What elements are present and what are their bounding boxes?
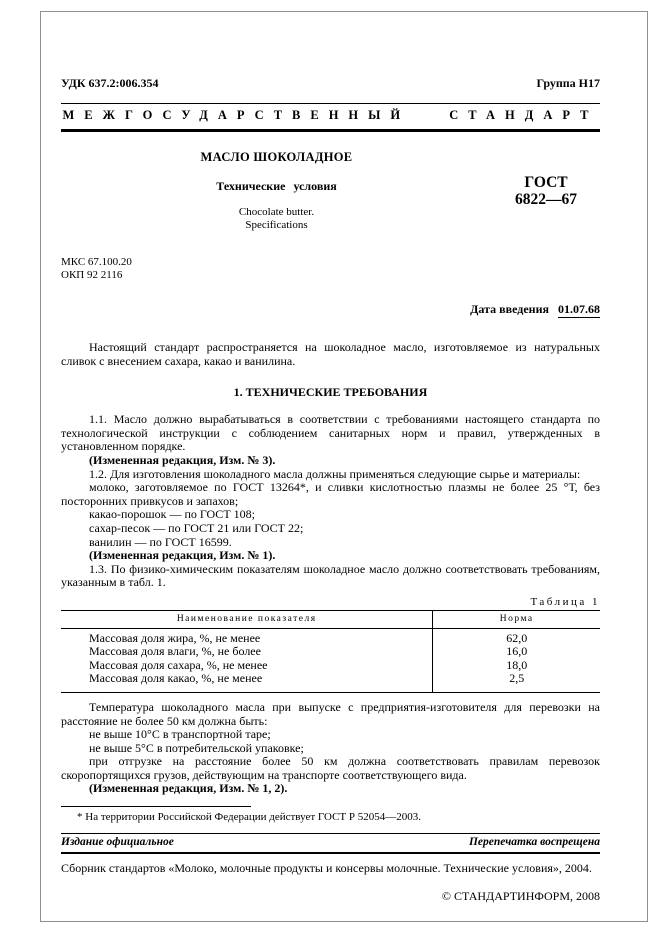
mks-code: МКС 67.100.20 bbox=[61, 256, 132, 268]
introduction-date bbox=[61, 302, 600, 317]
intro-paragraph: Настоящий стандарт распространяется на шоколадное масло, изготовляемое из натуральных сливок с внесением сахара, какао и ванилина. bbox=[61, 340, 600, 368]
material-item-sugar: сахар-песок — по ГОСТ 21 или ГОСТ 22; bbox=[89, 520, 304, 535]
group-code: Группа Н17 bbox=[536, 76, 600, 90]
table-cell-parameter: Массовая доля какао, %, не менее bbox=[61, 672, 433, 692]
title-english bbox=[61, 206, 492, 232]
temperature-item-transport: не выше 10°С в транспортной таре; bbox=[89, 727, 271, 742]
table-cell-value: 18,0 bbox=[433, 659, 600, 673]
document-subtitle: Технические условия bbox=[216, 179, 337, 193]
introduction-date-value: 01.07.68 bbox=[558, 302, 600, 316]
table-header-parameter: Наименование показателя bbox=[61, 610, 433, 628]
table-row bbox=[61, 659, 600, 673]
table-header-row bbox=[61, 610, 600, 628]
material-item-vanillin: ванилин — по ГОСТ 16599. bbox=[89, 534, 232, 549]
source-note: Сборник стандартов «Молоко, молочные продукты и консервы молочные. Технические условия», 2004. bbox=[61, 861, 592, 876]
table-cell-value: 16,0 bbox=[433, 645, 600, 659]
title-column bbox=[61, 150, 492, 232]
official-edition-label: Издание официальное bbox=[61, 836, 174, 849]
table-row bbox=[61, 645, 600, 659]
temperature-item-consumer: не выше 5°С в потребительской упаковке; bbox=[89, 740, 304, 755]
gost-label: ГОСТ bbox=[524, 174, 568, 191]
material-item-cocoa: какао-порошок — по ГОСТ 108; bbox=[89, 507, 255, 522]
reprint-prohibited-label: Перепечатка воспрещена bbox=[468, 836, 600, 849]
copyright-notice: © СТАНДАРТИНФОРМ, 2008 bbox=[441, 889, 600, 904]
footnote: * На территории Российской Федерации действует ГОСТ Р 52054—2003. bbox=[77, 811, 422, 824]
section-1-body bbox=[61, 413, 600, 590]
amendment-note-1: (Измененная редакция, Изм. № 3). bbox=[89, 452, 276, 467]
paragraph-1-3: 1.3. По физико-химическим показателям шоколадное масло должно соответствовать требованиям, указанным в табл. 1. bbox=[61, 561, 600, 590]
material-item-milk: молоко, заготовляемое по ГОСТ 13264*, и сливки кислотностью плазмы не более 25 °Т, без посторонних привкусов и запахов; bbox=[61, 480, 600, 508]
paragraph-1-1: 1.1. Масло должно вырабатываться в соответствии с требованиями настоящего стандарта по технологической инструкции с соблюдением санитарных норм и правил, утвержденных в установленном порядке. bbox=[61, 412, 600, 454]
document-title: МАСЛО ШОКОЛАДНОЕ bbox=[200, 150, 353, 164]
udk-code: УДК 637.2:006.354 bbox=[61, 76, 159, 90]
section-1-heading: 1. ТЕХНИЧЕСКИЕ ТРЕБОВАНИЯ bbox=[233, 385, 428, 400]
codes-block bbox=[61, 256, 600, 282]
gost-designation bbox=[492, 174, 600, 232]
title-english-line-2: Specifications bbox=[245, 219, 308, 231]
table-row bbox=[61, 672, 600, 692]
table-label: Таблица 1 bbox=[530, 595, 600, 608]
gost-number: 6822—67 bbox=[515, 191, 577, 208]
amendment-note-3: (Измененная редакция, Изм. № 1, 2). bbox=[89, 781, 288, 796]
table-cell-parameter: Массовая доля сахара, %, не менее bbox=[89, 657, 268, 672]
title-english-line-1: Chocolate butter. bbox=[238, 206, 315, 218]
classification-row bbox=[61, 76, 600, 91]
after-table-block bbox=[61, 701, 600, 796]
amendment-note-2: (Измененная редакция, Изм. № 1). bbox=[89, 548, 276, 563]
standard-type-banner: МЕЖГОСУДАРСТВЕННЫЙ СТАНДАРТ bbox=[61, 103, 600, 132]
table-row bbox=[61, 628, 600, 645]
okp-code: ОКП 92 2116 bbox=[61, 269, 123, 281]
footnote-separator bbox=[61, 806, 251, 807]
table-cell-value: 2,5 bbox=[433, 672, 600, 692]
table-cell-value: 62,0 bbox=[433, 628, 600, 645]
temperature-paragraph: Температура шоколадного масла при выпуске с предприятия-изготовителя для перевозки на расстояние не более 50 км должна быть: bbox=[61, 699, 600, 728]
footer-bar bbox=[61, 833, 600, 854]
shipping-paragraph: при отгрузке на расстояние более 50 км должна соответствовать правилам перевозок скоропортящихся грузов, действующим на транспорте соответствующего вида. bbox=[61, 754, 600, 782]
document-page bbox=[40, 11, 648, 922]
introduction-date-label: Дата введения bbox=[470, 302, 549, 316]
table-header-norm: Норма bbox=[433, 610, 600, 628]
table-cell-parameter: Массовая доля влаги, %, не более bbox=[89, 644, 261, 659]
requirements-table bbox=[61, 610, 600, 693]
table-cell-parameter: Массовая доля жира, %, не менее bbox=[89, 630, 261, 645]
paragraph-1-2: 1.2. Для изготовления шоколадного масла должны применяться следующие сырье и материалы: bbox=[89, 466, 581, 481]
title-area bbox=[61, 150, 600, 232]
